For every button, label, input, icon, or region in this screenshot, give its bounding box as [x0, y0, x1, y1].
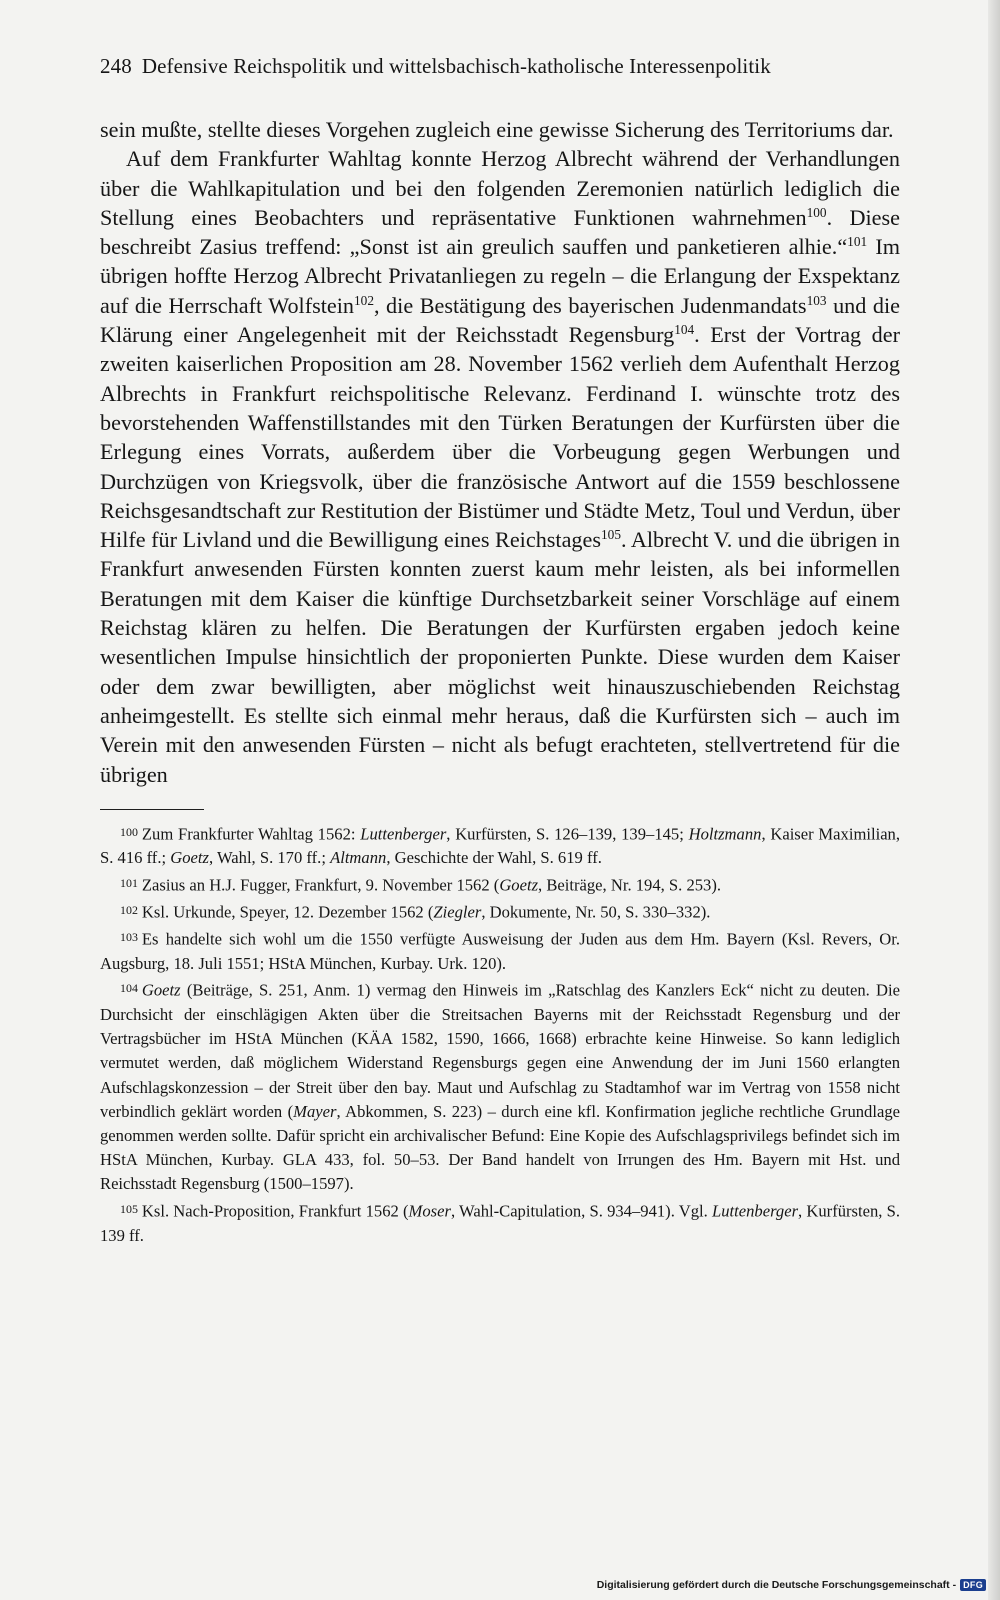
footnote-divider — [100, 809, 204, 810]
paragraph-text: , die Bestätigung des bayerischen Judenmandats — [373, 292, 807, 318]
footnote-author: Goetz — [141, 980, 181, 1000]
footnote-101 — [100, 871, 900, 898]
footnote-text: , Kurfürsten, S. 139 ff. — [100, 1201, 900, 1245]
footnote-text: Ksl. Nach-Proposition, Frankfurt 1562 ( — [141, 1201, 409, 1221]
footnote-104 — [100, 976, 900, 1196]
footnote-text: Ksl. Urkunde, Speyer, 12. Dezember 1562 ( — [141, 902, 434, 922]
paragraph-text: . Erst der Vortrag der zweiten kaiserlichen Proposition am 28. November 1562 verlieh dem Aufenthalt Herzog Albrechts in Frankfurt reichspolitische Relevanz. Ferdinand I. wünschte trotz des bevorstehenden Waffenstillstandes mit den Türken Beratungen der Kurfürsten über die Erlegung eines Vorrats, außerdem über die Vorbeugung gegen Werbungen und Durchzügen von Kriegsvolk, über die französische Antwort auf die 1559 beschlossene Reichsgesandtschaft zur Restitution der Bistümer und Städte Metz, Toul und Verdun, über Hilfe für Livland und die Bewilligung eines Reichstages — [100, 322, 900, 553]
footnote-author: Goetz — [499, 875, 539, 895]
footnote-ref-100: 100 — [806, 204, 827, 220]
footnote-number: 101 — [120, 876, 138, 891]
footnote-author: Luttenberger — [360, 824, 447, 844]
paragraph-text: . Albrecht V. und die übrigen in Frankfurt anwesenden Fürsten konnten zuerst kaum mehr leisten, als bei informellen Beratungen mit dem Kaiser die künftige Durchsetzbarkeit seiner Vorschläge auf einem Reichstag klären zu helfen. Die Beratungen der Kurfürsten ergaben jedoch keine wesentlichen Impulse hinsichtlich der proponierten Punkte. Diese wurden dem Kaiser oder dem zwar bewilligten, aber möglichst weit hinauszuschiebenden Reichstag anheimgestellt. Es stellte sich einmal mehr heraus, daß die Kurfürsten sich – auch im Verein mit den anwesenden Fürsten – nicht als befugt erachteten, stellvertretend für die übrigen — [100, 527, 900, 787]
footnote-ref-103: 103 — [806, 292, 827, 308]
footnote-text: , Wahl, S. 170 ff.; — [208, 848, 331, 868]
footnote-author: Ziegler — [433, 902, 482, 922]
footnote-author: Moser — [408, 1201, 451, 1221]
page-edge-shadow — [988, 0, 1000, 1600]
footnote-100 — [100, 820, 900, 871]
footnote-text: , Dokumente, Nr. 50, S. 330–332). — [481, 902, 711, 922]
paragraph-2 — [100, 144, 900, 789]
paragraph-text: Im übrigen hoffte Herzog Albrecht Privatanliegen zu regeln – die Erlangung der Exspektanz auf die Herrschaft Wolfstein — [100, 234, 900, 318]
footnote-ref-104: 104 — [674, 321, 695, 337]
footnote-ref-101: 101 — [847, 233, 868, 249]
footnote-number: 105 — [120, 1202, 138, 1217]
footnote-author: Goetz — [170, 848, 209, 868]
dfg-logo: DFG — [960, 1579, 986, 1591]
footnote-author: Luttenberger — [712, 1201, 799, 1221]
paragraph-text: und die Klärung einer Angelegenheit mit der Reichsstadt Regensburg — [100, 292, 900, 348]
footnote-103 — [100, 925, 900, 976]
document-page — [100, 52, 900, 1248]
footnote-text: , Wahl-Capitulation, S. 934–941). Vgl. — [450, 1201, 712, 1221]
running-header — [100, 52, 900, 80]
footnote-author: Mayer — [293, 1101, 337, 1121]
credit-text: Digitalisierung gefördert durch die Deutsche Forschungsgemeinschaft - — [596, 1579, 957, 1591]
footnote-text: , Beiträge, Nr. 194, S. 253). — [538, 875, 722, 895]
footnote-ref-102: 102 — [354, 292, 374, 308]
footnote-text: , Geschichte der Wahl, S. 619 ff. — [386, 848, 602, 868]
footnote-number: 103 — [120, 930, 138, 945]
paragraph-text: Auf dem Frankfurter Wahltag konnte Herzog Albrecht während der Verhandlungen über die Wahlkapitulation und bei den folgenden Zeremonien natürlich lediglich die Stellung eines Beobachters und repräsentative Funktionen wahrnehmen — [100, 146, 900, 230]
footnote-text: (Beiträge, S. 251, Anm. 1) vermag den Hinweis im „Ratschlag des Kanzlers Eck“ nicht zu deuten. Die Durchsicht der einschlägigen Akten über die Streitsachen Bayerns mit der Reichsstadt Regensburg und der Vertragsbücher im HStA München (KÄA 1582, 1590, 1666, 1668) erbrachte keine Hinweise. So kann lediglich vermutet werden, daß möglichem Widerstand Regensburgs gegen eine Anwendung der im Juni 1560 erlangten Aufschlagskonzession – der Streit über den bay. Maut und Aufschlag zu Stadtamhof war im Vertrag von 1558 nicht verbindlich geklärt worden ( — [100, 980, 900, 1121]
footnote-author: Holtzmann — [688, 824, 762, 844]
footnote-text: Zum Frankfurter Wahltag 1562: — [141, 824, 361, 844]
footnote-102 — [100, 898, 900, 925]
page-number: 248 — [100, 54, 132, 78]
paragraph-text: . Diese beschreibt Zasius treffend: „Sonst ist ain greulich sauffen und panketieren alhie.“ — [100, 204, 900, 260]
footnote-author: Altmann — [330, 848, 387, 868]
footnote-text: Zasius an H.J. Fugger, Frankfurt, 9. November 1562 ( — [141, 875, 500, 895]
footnote-text: , Abkommen, S. 223) – durch eine kfl. Konfirmation jegliche rechtliche Grundlage genommen werden sollte. Dafür spricht ein archivalischer Befund: Eine Kopie des Aufschlagsprivilegs befindet sich im HStA München, Kurbay. GLA 433, fol. 50–53. Der Band handelt von Irrungen des Hm. Bayern mit Hst. und Reichsstadt Regensburg (1500–1597). — [100, 1101, 900, 1194]
footnote-number: 104 — [120, 981, 138, 996]
footnote-text: , Kurfürsten, S. 126–139, 139–145; — [446, 824, 689, 844]
footnote-number: 102 — [120, 903, 138, 918]
footnote-ref-105: 105 — [601, 526, 621, 542]
footnote-number: 100 — [120, 824, 138, 839]
footnote-text: , Kaiser Maximilian, S. 416 ff.; — [100, 824, 901, 868]
paragraph-1: sein mußte, stellte dieses Vorgehen zugleich eine gewisse Sicherung des Territoriums dar. — [100, 117, 894, 142]
main-text — [100, 115, 900, 789]
digitization-credit — [597, 1576, 986, 1594]
footnotes-section — [100, 820, 900, 1248]
footnote-105 — [100, 1197, 900, 1248]
footnote-text: Es handelte sich wohl um die 1550 verfügte Ausweisung der Juden aus dem Hm. Bayern (Ksl. Revers, Or. Augsburg, 18. Juli 1551; HStA München, Kurbay. Urk. 120). — [100, 929, 900, 973]
running-title: Defensive Reichspolitik und wittelsbachisch-katholische Interessenpolitik — [141, 54, 771, 78]
